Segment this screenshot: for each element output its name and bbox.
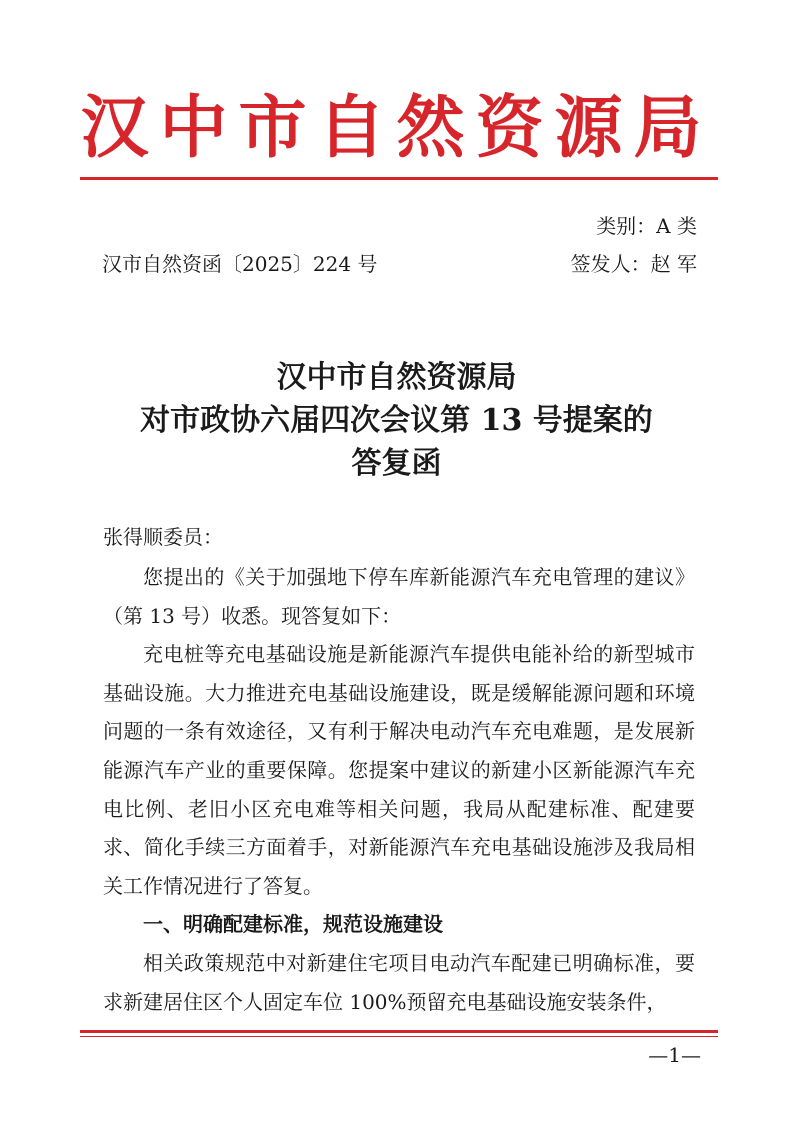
section-heading: 一、明确配建标准，规范设施建设	[143, 912, 443, 937]
body-paragraph: 您提出的《关于加强地下停车库新能源汽车充电管理的建议》（第 13 号）收悉。现答复如下：	[103, 565, 695, 628]
masthead-divider	[80, 177, 718, 180]
category-label: 类别：A 类	[596, 214, 697, 238]
letter-body	[103, 558, 695, 1021]
document-number: 汉市自然资函〔2025〕224 号	[102, 252, 378, 276]
section-paragraph: 相关政策规范中对新建住宅项目电动汽车配建已明确标准，要求新建居住区个人固定车位 100%预留充电基础设施安装条件，	[103, 950, 695, 1014]
title-line-2: 对市政协六届四次会议第 13 号提案的	[140, 403, 653, 438]
footer-divider-thin	[80, 1036, 718, 1037]
title-line-1: 汉中市自然资源局	[276, 360, 517, 395]
footer-divider-thick	[80, 1030, 718, 1033]
salutation: 张得顺委员：	[103, 525, 223, 549]
issuer-label: 签发人：赵 军	[570, 252, 697, 276]
masthead-title: 汉中市自然资源局	[80, 88, 713, 168]
page-number: —1—	[648, 1043, 701, 1067]
title-line-3: 答复函	[351, 446, 442, 481]
body-paragraph: 充电桩等充电基础设施是新能源汽车提供电能补给的新型城市基础设施。大力推进充电基础设施建设，既是缓解能源问题和环境问题的一条有效途径，又有利于解决电动汽车充电难题，是发展新能源汽车产业的重要保障。您提案中建议的新建小区新能源汽车充电比例、老旧小区充电难等相关问题，我局从配建标准、配建要求、简化手续三方面着手，对新能源汽车充电基础设施涉及我局相关工作情况进行了答复。	[103, 642, 695, 898]
